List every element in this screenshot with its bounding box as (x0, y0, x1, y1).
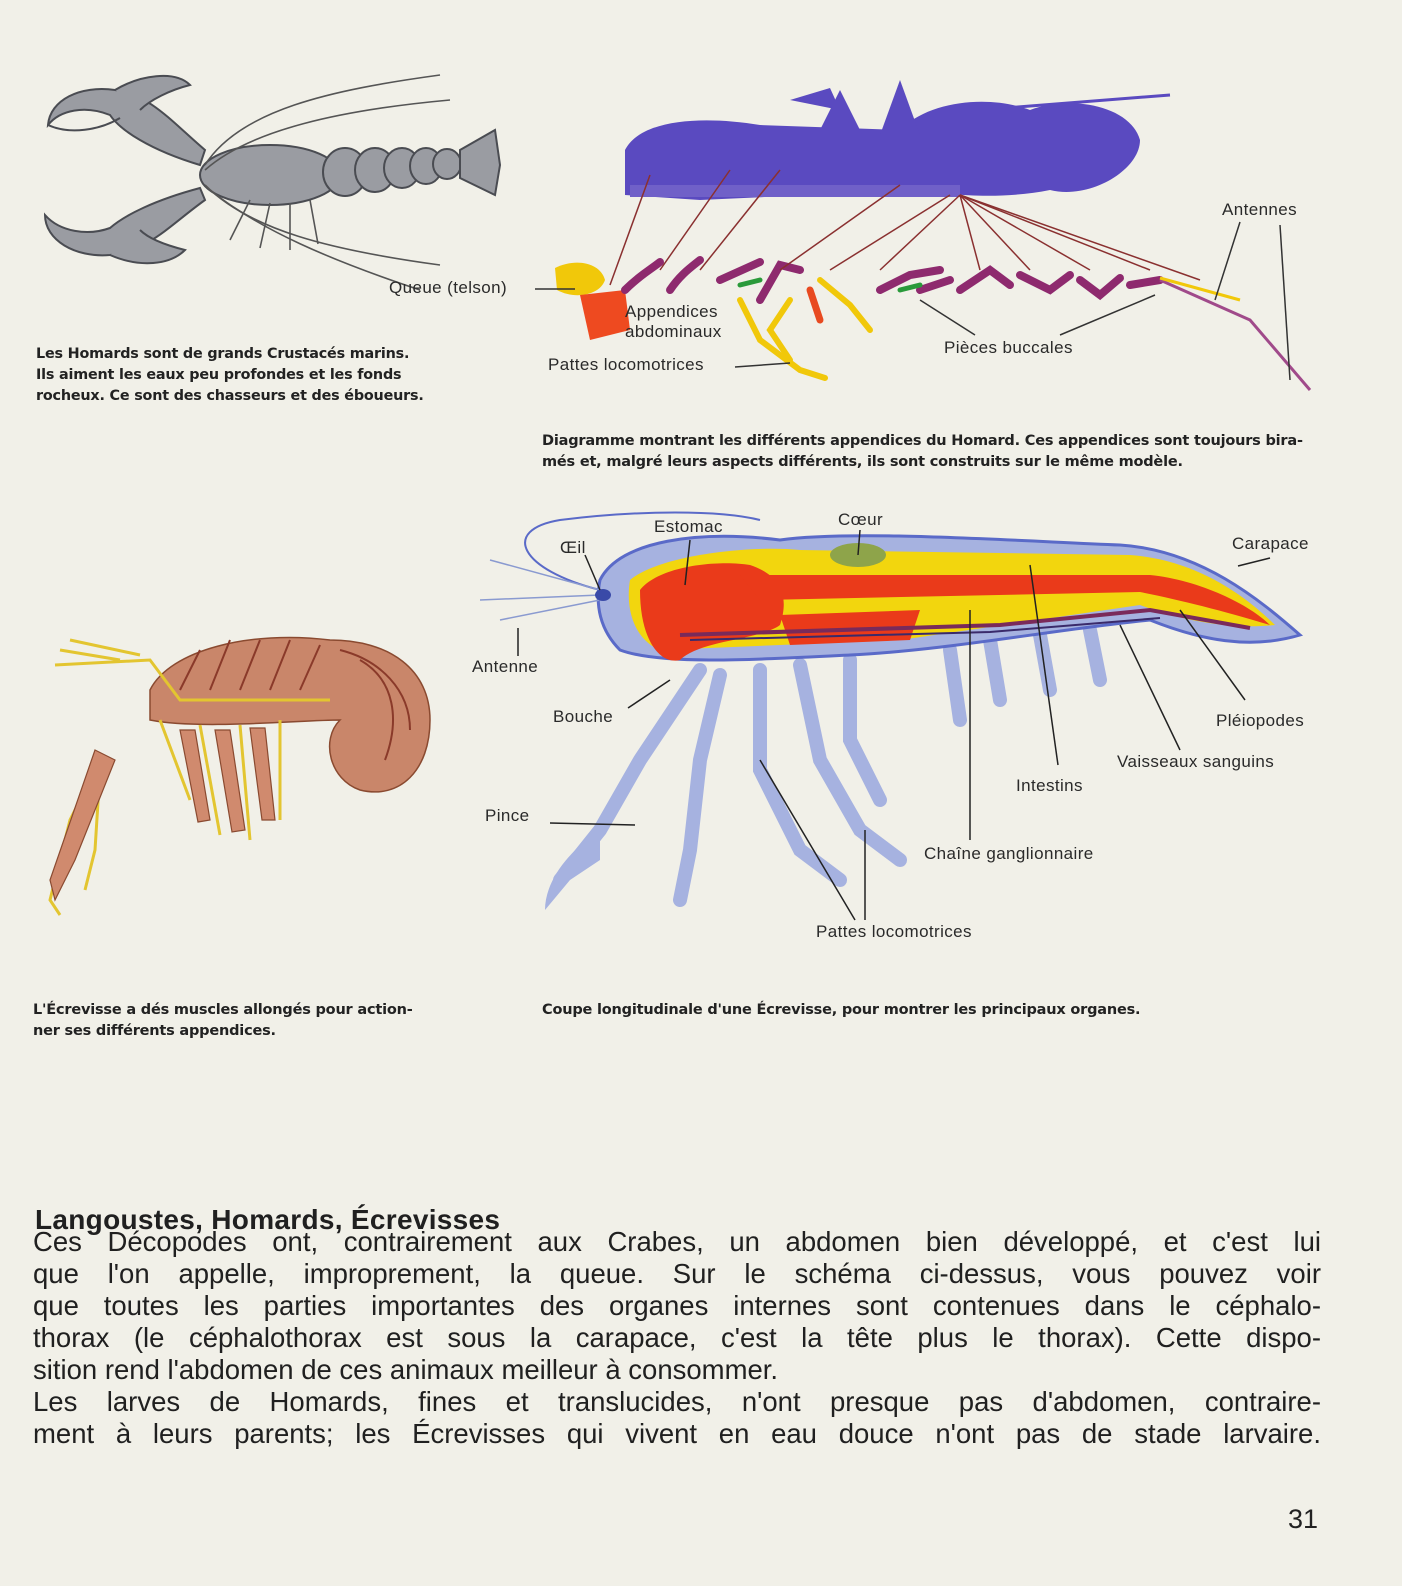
label-pleiopodes: Pléiopodes (1216, 711, 1305, 730)
label-carapace: Carapace (1232, 534, 1309, 553)
label-coeur: Cœur (838, 510, 884, 529)
label-estomac: Estomac (654, 517, 723, 536)
article-line: sition rend l'abdomen de ces animaux meilleur à consommer. (33, 1354, 779, 1385)
caption-line: Diagramme montrant les différents appendices du Homard. Ces appendices sont toujours bira- (542, 433, 1303, 449)
label-vaisseaux: Vaisseaux sanguins (1117, 752, 1275, 771)
caption-line: Les Homards sont de grands Crustacés marins. (36, 346, 410, 362)
label-chaine: Chaîne ganglionnaire (924, 844, 1094, 863)
article-line: thorax (le céphalothorax est sous la carapace, c'est la tête plus le thorax). Cette dispo- (33, 1322, 1321, 1353)
caption-line: L'Écrevisse a dés muscles allongés pour action- (33, 1002, 413, 1018)
article-line: Ces Décopodes ont, contrairement aux Crabes, un abdomen bien développé, et c'est lui (33, 1226, 1321, 1257)
label-line: Appendices (625, 302, 718, 321)
caption-line: més et, malgré leurs aspects différents, ils sont construits sur le même modèle. (542, 454, 1183, 470)
label-pattes-top: Pattes locomotrices (548, 355, 704, 374)
article-title: Langoustes, Homards, Écrevisses (35, 1204, 501, 1235)
label-queue: Queue (telson) (389, 278, 508, 297)
article-line: que toutes les parties importantes des organes internes sont contenues dans le céphalo- (33, 1290, 1321, 1321)
label-pieces: Pièces buccales (944, 338, 1073, 357)
article-line: ment à leurs parents; les Écrevisses qui vivent en eau douce n'ont pas de stade larvaire. (33, 1418, 1321, 1449)
page-number: 31 (1288, 1504, 1319, 1534)
caption-line: rocheux. Ce sont des chasseurs et des éboueurs. (36, 388, 424, 404)
article-line: que l'on appelle, improprement, la queue. Sur le schéma ci-dessus, vous pouvez voir (33, 1258, 1321, 1289)
section-caption: Coupe longitudinale d'une Écrevisse, pour montrer les principaux organes. (542, 1002, 1141, 1018)
label-pattes-bottom: Pattes locomotrices (816, 922, 972, 941)
label-bouche: Bouche (553, 707, 614, 726)
label-oeil: Œil (560, 538, 586, 557)
caption-line: ner ses différents appendices. (33, 1023, 276, 1039)
caption-line: Ils aiment les eaux peu profondes et les fonds (36, 367, 402, 383)
label-line: abdominaux (625, 322, 722, 341)
article-line: Les larves de Homards, fines et translucides, n'ont presque pas d'abdomen, contraire- (33, 1386, 1321, 1417)
label-intestins: Intestins (1016, 776, 1083, 795)
label-pince: Pince (485, 806, 530, 825)
label-antennes: Antennes (1222, 200, 1298, 219)
label-antenne: Antenne (472, 657, 539, 676)
